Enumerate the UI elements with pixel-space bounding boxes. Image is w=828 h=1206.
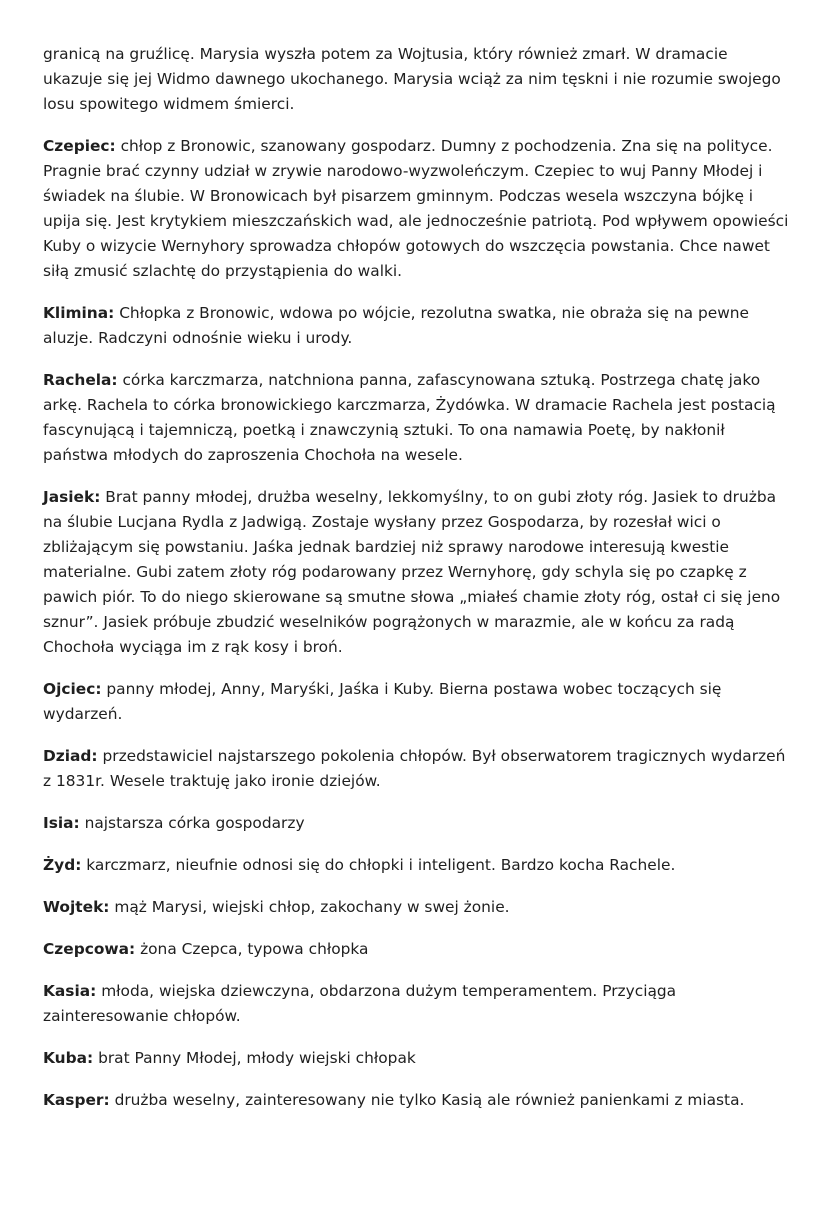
entry-term: Rachela: [43,371,118,389]
entry-czepcowa [43,937,790,962]
entry-rachela [43,368,790,468]
entry-term: Czepcowa: [43,940,136,958]
entry-text: brat Panny Młodej, młody wiejski chłopak [93,1049,416,1067]
entry-text: najstarsza córka gospodarzy [79,814,305,832]
entry-jasiek [43,485,790,660]
entry-kasia [43,979,790,1029]
entry-term: Kuba: [43,1049,94,1067]
entry-zyd [43,853,790,878]
entry-isia [43,811,790,836]
entry-term: Wojtek: [43,898,110,916]
entry-term: Isia: [43,814,80,832]
entry-term: Żyd: [43,856,82,874]
entry-term: Ojciec: [43,680,102,698]
entry-text: chłop z Bronowic, szanowany gospodarz. Dumny z pochodzenia. Zna się na polityce. Pragnie brać czynny udział w zrywie narodowo-wyzwoleńczym. Czepiec to wuj Panny Młodej i świadek na ślubie. W Bronowicach był pisarzem gminnym. Podczas wesela wszczyna bójkę i upija się. Jest krytykiem mieszczańskich wad, ale jednocześnie patriotą. Pod wpływem opowieści Kuby o wizycie Wernyhory sprowadza chłopów gotowych do wszczęcia powstania. Chce nawet siłą zmusić szlachtę do przystąpienia do walki. [43,137,789,280]
entry-term: Klimina: [43,304,115,322]
entry-text: Chłopka z Bronowic, wdowa po wójcie, rezolutna swatka, nie obraża się na pewne aluzje. Radczyni odnośnie wieku i urody. [43,304,750,347]
entry-text: córka karczmarza, natchniona panna, zafascynowana sztuką. Postrzega chatę jako arkę. Rachela to córka bronowickiego karczmarza, Żydówka. W dramacie Rachela jest postacią fascynującą i tajemniczą, poetką i znawczynią sztuki. To ona namawia Poetę, by nakłonił państwa młodych do zaproszenia Chochoła na wesele. [43,371,776,464]
entry-text: karczmarz, nieufnie odnosi się do chłopki i inteligent. Bardzo kocha Rachele. [81,856,676,874]
entry-dziad [43,744,790,794]
entry-term: Dziad: [43,747,98,765]
intro-paragraph: granicą na gruźlicę. Marysia wyszła potem za Wojtusia, który również zmarł. W dramacie ukazuje się jej Widmo dawnego ukochanego. Marysia wciąż za nim tęskni i nie rozumie swojego losu spowitego widmem śmierci. [43,45,781,113]
entry-text: młoda, wiejska dziewczyna, obdarzona dużym temperamentem. Przyciąga zainteresowanie chłopów. [43,982,677,1025]
entry-kuba [43,1046,790,1071]
entry-ojciec [43,677,790,727]
entry-text: drużba weselny, zainteresowany nie tylko Kasią ale również panienkami z miasta. [109,1091,745,1109]
entry-term: Kasper: [43,1091,110,1109]
entry-klimina [43,301,790,351]
entry-text: Brat panny młodej, drużba weselny, lekkomyślny, to on gubi złoty róg. Jasiek to drużba na ślubie Lucjana Rydla z Jadwigą. Zostaje wysłany przez Gospodarza, by rozesłał wici o zbliżającym się powstaniu. Jaśka jednak bardziej niż sprawy narodowe interesują kwestie materialne. Gubi zatem złoty róg podarowany przez Wernyhorę, gdy schyla się po czapkę z pawich piór. To do niego skierowane są smutne słowa „miałeś chamie złoty róg, ostał ci się jeno sznur”. Jasiek próbuje zbudzić weselników pogrążonych w marazmie, ale w końcu za radą Chochoła wyciąga im z rąk kosy i broń. [43,488,781,656]
entry-wojtek [43,895,790,920]
entry-text: żona Czepca, typowa chłopka [135,940,369,958]
entry-czepiec [43,134,790,284]
entry-term: Czepiec: [43,137,116,155]
entry-kasper [43,1088,790,1113]
entry-text: przedstawiciel najstarszego pokolenia chłopów. Był obserwatorem tragicznych wydarzeń z 1831r. Wesele traktuję jako ironie dziejów. [43,747,786,790]
entry-text: panny młodej, Anny, Maryśki, Jaśka i Kuby. Bierna postawa wobec toczących się wydarzeń. [43,680,722,723]
entry-term: Kasia: [43,982,97,1000]
entry-text: mąż Marysi, wiejski chłop, zakochany w swej żonie. [109,898,510,916]
entry-term: Jasiek: [43,488,101,506]
